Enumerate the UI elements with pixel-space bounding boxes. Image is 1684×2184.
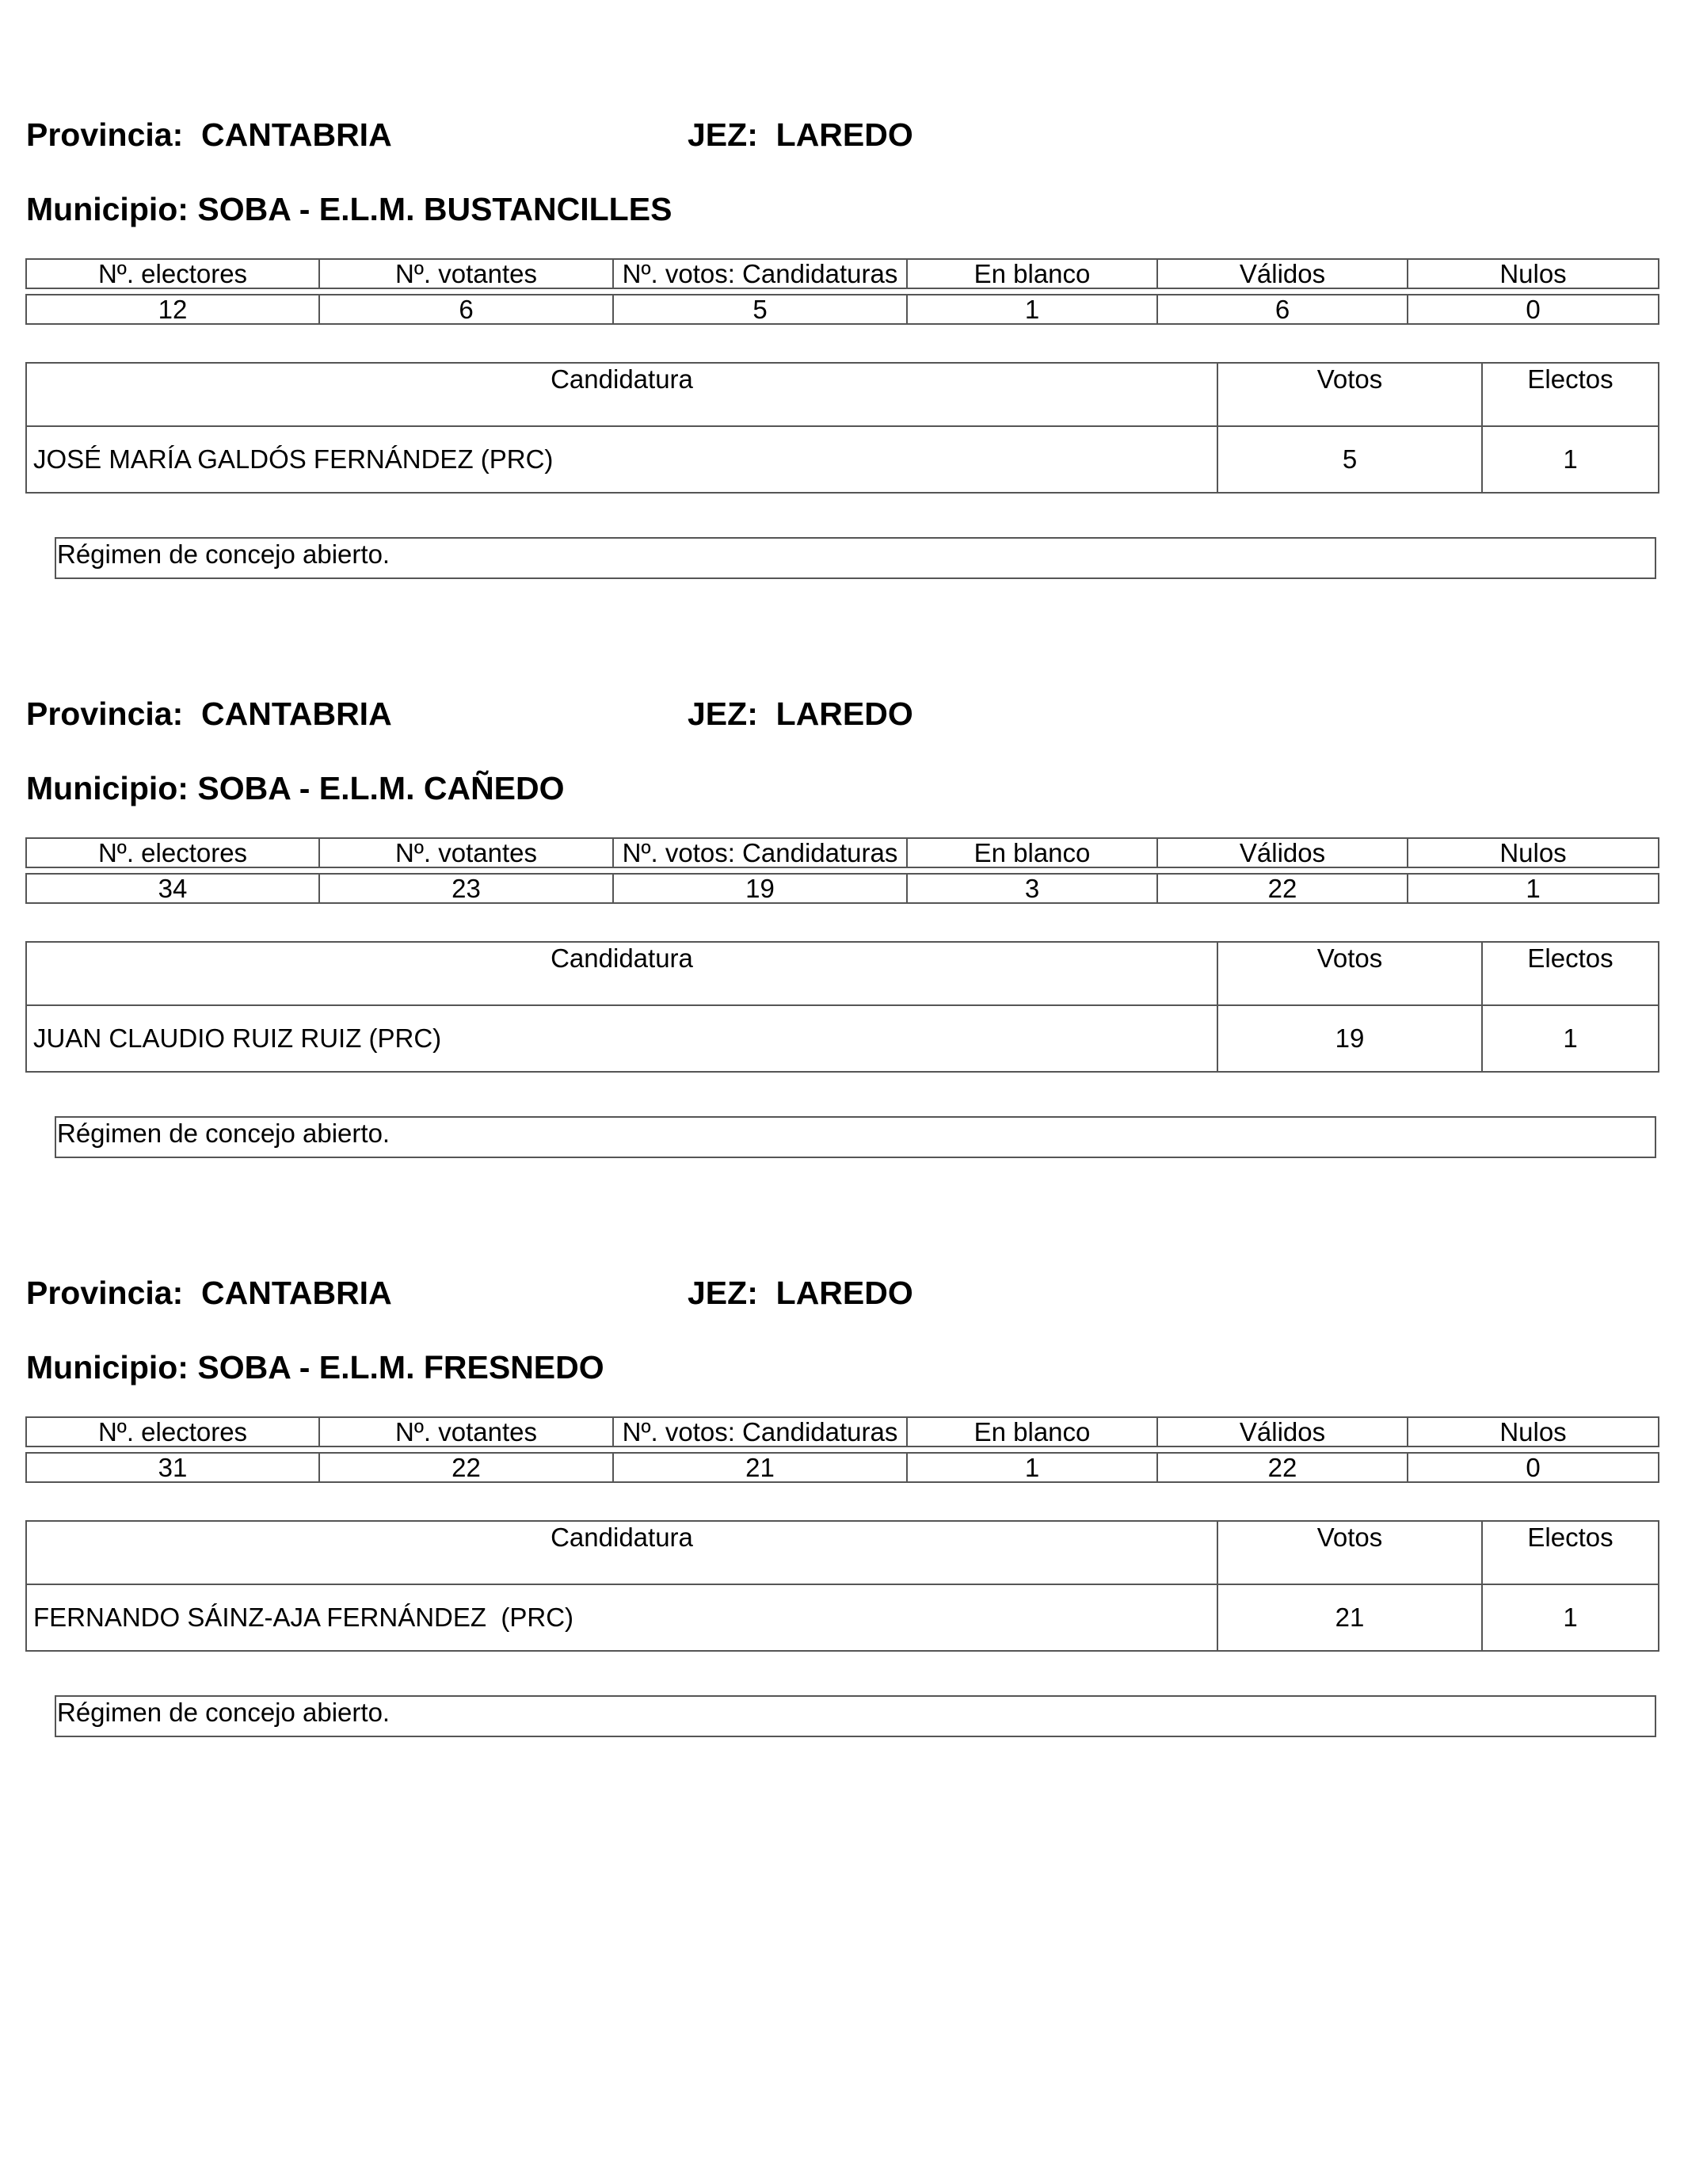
provincia-value: CANTABRIA (201, 1275, 392, 1311)
municipio-value: SOBA - E.L.M. CAÑEDO (197, 770, 565, 806)
stats-value-votos-candidaturas: 5 (613, 295, 907, 324)
provincia-value: CANTABRIA (201, 696, 392, 732)
stats-header-nulos: Nulos (1408, 1417, 1659, 1446)
cand-header-candidatura: Candidatura (26, 363, 1217, 426)
stats-value-electores: 34 (26, 874, 319, 903)
provincia-value: CANTABRIA (201, 116, 392, 153)
municipio-value: SOBA - E.L.M. FRESNEDO (197, 1349, 604, 1385)
stats-value-validos: 6 (1157, 295, 1408, 324)
candidate-votos: 19 (1217, 1005, 1482, 1072)
stats-values-table (25, 294, 1659, 325)
candidates-table (25, 1520, 1659, 1652)
stats-value-validos: 22 (1157, 874, 1408, 903)
stats-header-en-blanco: En blanco (907, 259, 1157, 288)
provincia-label: Provincia: (26, 116, 184, 153)
cand-header-electos: Electos (1482, 363, 1659, 426)
cand-header-votos: Votos (1217, 942, 1482, 1005)
cand-header-candidatura: Candidatura (26, 942, 1217, 1005)
result-section-bustancilles (0, 0, 1684, 570)
candidate-electos: 1 (1482, 1584, 1659, 1651)
stats-value-votantes: 23 (319, 874, 613, 903)
stats-value-nulos: 0 (1408, 1453, 1659, 1482)
jez-value: LAREDO (775, 696, 913, 732)
provincia-label: Provincia: (26, 696, 184, 732)
jez-value: LAREDO (775, 116, 913, 153)
stats-header-table (25, 1416, 1659, 1447)
municipio-label: Municipio: (26, 1349, 189, 1385)
cand-header-electos: Electos (1482, 1521, 1659, 1584)
stats-value-nulos: 1 (1408, 874, 1659, 903)
candidate-name: FERNANDO SÁINZ-AJA FERNÁNDEZ (PRC) (26, 1584, 1217, 1651)
stats-value-en-blanco: 1 (907, 295, 1157, 324)
provincia-line (26, 116, 392, 154)
stats-header-en-blanco: En blanco (907, 1417, 1157, 1446)
municipio-label: Municipio: (26, 770, 189, 806)
stats-header-validos: Válidos (1157, 1417, 1408, 1446)
jez-label: JEZ: (688, 1275, 758, 1311)
stats-header-votantes: Nº. votantes (319, 1417, 613, 1446)
cand-header-votos: Votos (1217, 1521, 1482, 1584)
stats-header-electores: Nº. electores (26, 838, 319, 867)
municipio-line (26, 190, 672, 228)
candidate-name: JOSÉ MARÍA GALDÓS FERNÁNDEZ (PRC) (26, 426, 1217, 493)
stats-header-electores: Nº. electores (26, 1417, 319, 1446)
stats-header-validos: Válidos (1157, 259, 1408, 288)
candidates-table (25, 362, 1659, 494)
stats-header-electores: Nº. electores (26, 259, 319, 288)
stats-value-electores: 31 (26, 1453, 319, 1482)
stats-header-nulos: Nulos (1408, 838, 1659, 867)
stats-value-en-blanco: 1 (907, 1453, 1157, 1482)
stats-value-votantes: 6 (319, 295, 613, 324)
regimen-note: Régimen de concejo abierto. (55, 1695, 1656, 1737)
municipio-line (26, 769, 565, 807)
municipio-line (26, 1348, 604, 1386)
stats-value-validos: 22 (1157, 1453, 1408, 1482)
stats-header-votos-candidaturas: Nº. votos: Candidaturas (613, 1417, 907, 1446)
stats-header-votantes: Nº. votantes (319, 259, 613, 288)
stats-value-votos-candidaturas: 19 (613, 874, 907, 903)
stats-header-nulos: Nulos (1408, 259, 1659, 288)
table-row (26, 1005, 1659, 1072)
stats-value-votos-candidaturas: 21 (613, 1453, 907, 1482)
table-row (26, 1584, 1659, 1651)
jez-label: JEZ: (688, 696, 758, 732)
candidate-votos: 5 (1217, 426, 1482, 493)
candidate-electos: 1 (1482, 1005, 1659, 1072)
jez-line (688, 116, 913, 154)
municipio-label: Municipio: (26, 191, 189, 227)
cand-header-candidatura: Candidatura (26, 1521, 1217, 1584)
jez-value: LAREDO (775, 1275, 913, 1311)
stats-value-electores: 12 (26, 295, 319, 324)
jez-label: JEZ: (688, 116, 758, 153)
jez-line (688, 1274, 913, 1312)
provincia-line (26, 695, 392, 733)
stats-values-table (25, 873, 1659, 904)
cand-header-electos: Electos (1482, 942, 1659, 1005)
table-row (26, 426, 1659, 493)
provincia-label: Provincia: (26, 1275, 184, 1311)
stats-header-en-blanco: En blanco (907, 838, 1157, 867)
cand-header-votos: Votos (1217, 363, 1482, 426)
jez-line (688, 695, 913, 733)
stats-value-nulos: 0 (1408, 295, 1659, 324)
result-section-fresnedo (0, 1158, 1684, 1729)
candidate-votos: 21 (1217, 1584, 1482, 1651)
provincia-line (26, 1274, 392, 1312)
candidate-electos: 1 (1482, 426, 1659, 493)
stats-header-votos-candidaturas: Nº. votos: Candidaturas (613, 259, 907, 288)
stats-header-table (25, 837, 1659, 868)
stats-header-table (25, 258, 1659, 289)
candidates-table (25, 941, 1659, 1073)
municipio-value: SOBA - E.L.M. BUSTANCILLES (197, 191, 672, 227)
candidate-name: JUAN CLAUDIO RUIZ RUIZ (PRC) (26, 1005, 1217, 1072)
result-section-canedo (0, 579, 1684, 1149)
stats-value-votantes: 22 (319, 1453, 613, 1482)
stats-value-en-blanco: 3 (907, 874, 1157, 903)
regimen-note: Régimen de concejo abierto. (55, 1116, 1656, 1158)
stats-values-table (25, 1452, 1659, 1483)
regimen-note: Régimen de concejo abierto. (55, 537, 1656, 579)
stats-header-votantes: Nº. votantes (319, 838, 613, 867)
stats-header-votos-candidaturas: Nº. votos: Candidaturas (613, 838, 907, 867)
stats-header-validos: Válidos (1157, 838, 1408, 867)
